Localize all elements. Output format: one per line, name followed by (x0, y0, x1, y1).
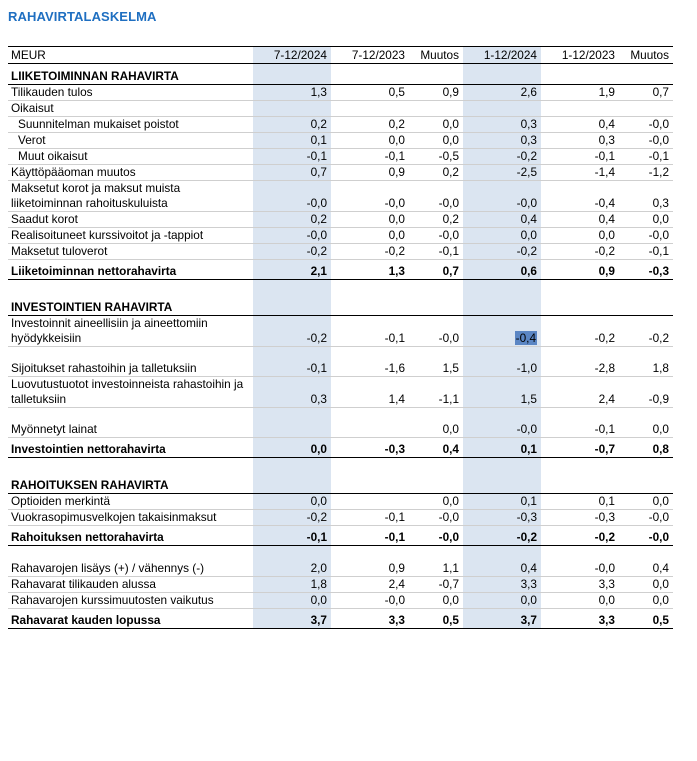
value-cell: 2,4 (331, 577, 409, 593)
value-cell (331, 494, 409, 510)
section-header-row (8, 473, 673, 494)
value-cell: 0,1 (541, 494, 619, 510)
table-row (8, 244, 673, 260)
value-cell: -1,6 (331, 347, 409, 377)
row-label: Investointien nettorahavirta (8, 438, 253, 458)
value-cell (253, 546, 331, 562)
value-cell (409, 64, 463, 85)
value-cell (253, 280, 331, 296)
value-cell: -0,0 (619, 510, 673, 526)
value-cell: 2,6 (463, 85, 541, 101)
row-label: Luovutustuotot investoinneista rahastoihin ja talletuksiin (8, 377, 253, 408)
table-row (8, 85, 673, 101)
section-header-row (8, 64, 673, 85)
row-label: Maksetut tuloverot (8, 244, 253, 260)
value-cell: 1,4 (331, 377, 409, 408)
value-cell (253, 458, 331, 474)
value-cell (541, 64, 619, 85)
value-cell: 0,0 (253, 438, 331, 458)
value-cell (409, 101, 463, 117)
table-body (8, 47, 673, 629)
value-cell: -0,4 (541, 181, 619, 212)
value-cell: -0,2 (463, 244, 541, 260)
value-cell: -0,3 (463, 510, 541, 526)
value-cell (331, 280, 409, 296)
row-label: Sijoitukset rahastoihin ja talletuksiin (8, 347, 253, 377)
row-label: Muut oikaisut (8, 149, 253, 165)
table-row (8, 408, 673, 438)
value-cell (253, 473, 331, 494)
value-cell (463, 280, 541, 296)
value-cell (541, 458, 619, 474)
value-cell: 0,4 (541, 212, 619, 228)
value-cell: -1,4 (541, 165, 619, 181)
row-label: Optioiden merkintä (8, 494, 253, 510)
value-cell (463, 101, 541, 117)
value-cell: -1,2 (619, 165, 673, 181)
value-cell: 0,0 (619, 408, 673, 438)
value-cell: 3,7 (253, 609, 331, 629)
value-cell (541, 280, 619, 296)
header-cell-period: 1-12/2023 (541, 47, 619, 64)
value-cell: -0,2 (541, 244, 619, 260)
value-cell: -0,2 (463, 526, 541, 546)
value-cell (619, 458, 673, 474)
value-cell: -0,1 (331, 316, 409, 347)
value-cell: -0,1 (253, 526, 331, 546)
value-cell (463, 546, 541, 562)
value-cell (331, 295, 409, 316)
row-label (8, 546, 253, 562)
row-label (8, 280, 253, 296)
value-cell: -0,2 (253, 316, 331, 347)
value-cell: 2,0 (253, 561, 331, 577)
value-cell: 0,1 (463, 494, 541, 510)
value-cell: 0,0 (331, 133, 409, 149)
value-cell: 1,1 (409, 561, 463, 577)
value-cell: 0,2 (253, 117, 331, 133)
header-row (8, 47, 673, 64)
value-cell: 0,2 (253, 212, 331, 228)
value-cell: 0,0 (331, 228, 409, 244)
value-cell: 0,0 (409, 408, 463, 438)
value-cell (253, 408, 331, 438)
value-cell: -0,0 (331, 181, 409, 212)
value-cell (541, 101, 619, 117)
value-cell: 0,2 (409, 212, 463, 228)
value-cell: -0,3 (331, 438, 409, 458)
row-label: Suunnitelman mukaiset poistot (8, 117, 253, 133)
value-cell: 0,3 (463, 133, 541, 149)
header-cell-unit: MEUR (8, 47, 253, 64)
value-cell: -0,1 (253, 149, 331, 165)
value-cell: 0,2 (409, 165, 463, 181)
value-cell: 0,3 (541, 133, 619, 149)
value-cell: 0,4 (619, 561, 673, 577)
row-label: Myönnetyt lainat (8, 408, 253, 438)
value-cell: -0,2 (253, 510, 331, 526)
row-label: Saadut korot (8, 212, 253, 228)
value-cell: 0,6 (463, 260, 541, 280)
value-cell (331, 101, 409, 117)
value-cell (331, 64, 409, 85)
value-cell (253, 295, 331, 316)
row-label: Liiketoiminnan nettorahavirta (8, 260, 253, 280)
value-cell (619, 280, 673, 296)
value-cell (331, 546, 409, 562)
value-cell: -0,1 (331, 149, 409, 165)
value-cell: 0,0 (619, 494, 673, 510)
row-label: Realisoituneet kurssivoitot ja -tappiot (8, 228, 253, 244)
value-cell (409, 546, 463, 562)
total-row (8, 260, 673, 280)
value-cell (463, 295, 541, 316)
value-cell: 0,7 (253, 165, 331, 181)
value-cell: -0,0 (463, 408, 541, 438)
table-row (8, 117, 673, 133)
value-cell: -0,2 (253, 244, 331, 260)
table-row (8, 494, 673, 510)
value-cell: -0,3 (619, 260, 673, 280)
value-cell: 0,0 (463, 593, 541, 609)
value-cell: -0,2 (619, 316, 673, 347)
table-row (8, 149, 673, 165)
value-cell: -0,1 (253, 347, 331, 377)
value-cell: 0,0 (253, 494, 331, 510)
value-cell: 0,0 (463, 228, 541, 244)
value-cell: 0,3 (463, 117, 541, 133)
row-label: LIIKETOIMINNAN RAHAVIRTA (8, 64, 253, 85)
row-label: Verot (8, 133, 253, 149)
value-cell: 1,3 (253, 85, 331, 101)
value-cell (619, 64, 673, 85)
value-cell: 0,0 (331, 212, 409, 228)
value-cell: -2,5 (463, 165, 541, 181)
value-cell: 0,9 (331, 561, 409, 577)
table-row (8, 347, 673, 377)
value-cell (253, 64, 331, 85)
value-cell (331, 408, 409, 438)
value-cell: 0,5 (409, 609, 463, 629)
value-cell (463, 458, 541, 474)
value-cell: 0,9 (331, 165, 409, 181)
row-label: Investoinnit aineellisiin ja aineettomiin hyödykkeisiin (8, 316, 253, 347)
value-cell: 1,5 (409, 347, 463, 377)
value-cell (541, 295, 619, 316)
value-cell: 3,3 (541, 577, 619, 593)
value-cell (409, 473, 463, 494)
table-row (8, 316, 673, 347)
value-cell (331, 473, 409, 494)
row-label: Rahavarat kauden lopussa (8, 609, 253, 629)
value-cell: 0,7 (619, 85, 673, 101)
value-cell: 0,0 (541, 593, 619, 609)
value-cell: -0,2 (541, 316, 619, 347)
table-row (8, 101, 673, 117)
row-label: Rahavarat tilikauden alussa (8, 577, 253, 593)
value-cell (463, 473, 541, 494)
value-cell: 0,4 (463, 212, 541, 228)
value-cell (619, 101, 673, 117)
value-cell: -0,1 (331, 526, 409, 546)
table-row (8, 561, 673, 577)
header-cell-period: 1-12/2024 (463, 47, 541, 64)
value-cell: 0,0 (619, 577, 673, 593)
value-cell: -0,1 (619, 149, 673, 165)
value-cell: 0,4 (463, 561, 541, 577)
value-cell: 0,1 (463, 438, 541, 458)
value-cell: 0,0 (619, 212, 673, 228)
value-cell (541, 546, 619, 562)
value-cell: -0,2 (541, 526, 619, 546)
value-cell: -0,0 (331, 593, 409, 609)
value-cell: 0,5 (331, 85, 409, 101)
table-row (8, 593, 673, 609)
value-cell: 0,9 (541, 260, 619, 280)
row-label: RAHOITUKSEN RAHAVIRTA (8, 473, 253, 494)
table-row (8, 228, 673, 244)
value-cell: 2,4 (541, 377, 619, 408)
value-cell (619, 473, 673, 494)
value-cell: 3,3 (541, 609, 619, 629)
value-cell (409, 458, 463, 474)
value-cell: 2,1 (253, 260, 331, 280)
total-row (8, 438, 673, 458)
row-label: Rahoituksen nettorahavirta (8, 526, 253, 546)
value-cell: -0,7 (409, 577, 463, 593)
value-cell: -0,3 (541, 510, 619, 526)
value-cell: 0,0 (409, 593, 463, 609)
value-cell: 0,0 (253, 593, 331, 609)
value-cell: -1,0 (463, 347, 541, 377)
value-cell: 0,0 (409, 494, 463, 510)
row-label (8, 458, 253, 474)
value-cell: -0,0 (409, 316, 463, 347)
value-cell: -0,0 (619, 117, 673, 133)
value-cell: 1,8 (619, 347, 673, 377)
value-cell (409, 280, 463, 296)
spacer-row (8, 280, 673, 296)
header-cell-period: 7-12/2024 (253, 47, 331, 64)
value-cell: -0,5 (409, 149, 463, 165)
value-cell: 1,9 (541, 85, 619, 101)
spacer-row (8, 546, 673, 562)
row-label: Maksetut korot ja maksut muista liiketoiminnan rahoituskuluista (8, 181, 253, 212)
value-cell: -0,0 (619, 526, 673, 546)
spacer-row (8, 458, 673, 474)
value-cell: 0,0 (541, 228, 619, 244)
page-title: RAHAVIRTALASKELMA (8, 9, 157, 24)
value-cell: 3,3 (331, 609, 409, 629)
total-row (8, 526, 673, 546)
value-cell (253, 101, 331, 117)
value-cell: -0,0 (463, 181, 541, 212)
value-cell: -0,0 (253, 228, 331, 244)
value-cell: 0,9 (409, 85, 463, 101)
value-cell: 0,7 (409, 260, 463, 280)
table-row (8, 577, 673, 593)
value-cell: 0,8 (619, 438, 673, 458)
header-cell-period: 7-12/2023 (331, 47, 409, 64)
value-cell: -0,0 (409, 181, 463, 212)
value-cell: -0,0 (253, 181, 331, 212)
value-cell: -0,0 (409, 526, 463, 546)
value-cell: 0,0 (619, 593, 673, 609)
value-cell (541, 473, 619, 494)
value-cell: 0,4 (409, 438, 463, 458)
value-cell: -1,1 (409, 377, 463, 408)
value-cell: 0,5 (619, 609, 673, 629)
row-label: Rahavarojen kurssimuutosten vaikutus (8, 593, 253, 609)
cash-flow-table (8, 46, 673, 629)
value-cell: -0,2 (463, 149, 541, 165)
value-cell: -0,0 (619, 133, 673, 149)
table-row (8, 510, 673, 526)
value-cell: 0,4 (541, 117, 619, 133)
table-row (8, 377, 673, 408)
value-cell: -0,1 (541, 408, 619, 438)
value-cell: 3,3 (463, 577, 541, 593)
value-cell: -2,8 (541, 347, 619, 377)
value-cell: 0,0 (409, 117, 463, 133)
value-cell (463, 316, 541, 347)
row-label: Rahavarojen lisäys (+) / vähennys (-) (8, 561, 253, 577)
value-cell: -0,0 (619, 228, 673, 244)
value-cell (409, 295, 463, 316)
value-cell: -0,1 (409, 244, 463, 260)
value-cell: -0,1 (619, 244, 673, 260)
value-cell: -0,1 (541, 149, 619, 165)
section-header-row (8, 295, 673, 316)
row-label: INVESTOINTIEN RAHAVIRTA (8, 295, 253, 316)
value-cell (331, 458, 409, 474)
value-cell (619, 295, 673, 316)
value-cell (619, 546, 673, 562)
value-cell: 1,5 (463, 377, 541, 408)
value-cell: 0,3 (619, 181, 673, 212)
row-label: Tilikauden tulos (8, 85, 253, 101)
value-cell: 0,2 (331, 117, 409, 133)
header-cell-change: Muutos (409, 47, 463, 64)
table-row (8, 212, 673, 228)
value-cell: -0,1 (331, 510, 409, 526)
value-cell: -0,0 (541, 561, 619, 577)
value-cell: 1,8 (253, 577, 331, 593)
value-cell: -0,0 (409, 228, 463, 244)
value-cell: -0,0 (409, 510, 463, 526)
header-cell-change: Muutos (619, 47, 673, 64)
value-cell: 1,3 (331, 260, 409, 280)
row-label: Käyttöpääoman muutos (8, 165, 253, 181)
value-cell: 0,1 (253, 133, 331, 149)
value-cell: -0,7 (541, 438, 619, 458)
row-label: Oikaisut (8, 101, 253, 117)
table-row (8, 133, 673, 149)
table-row (8, 165, 673, 181)
row-label: Vuokrasopimusvelkojen takaisinmaksut (8, 510, 253, 526)
value-cell (463, 64, 541, 85)
selected-text[interactable]: -0,4 (515, 331, 536, 345)
total-row (8, 609, 673, 629)
value-cell: -0,2 (331, 244, 409, 260)
value-cell: 0,3 (253, 377, 331, 408)
value-cell: 0,0 (409, 133, 463, 149)
table-row (8, 181, 673, 212)
value-cell: -0,9 (619, 377, 673, 408)
value-cell: 3,7 (463, 609, 541, 629)
